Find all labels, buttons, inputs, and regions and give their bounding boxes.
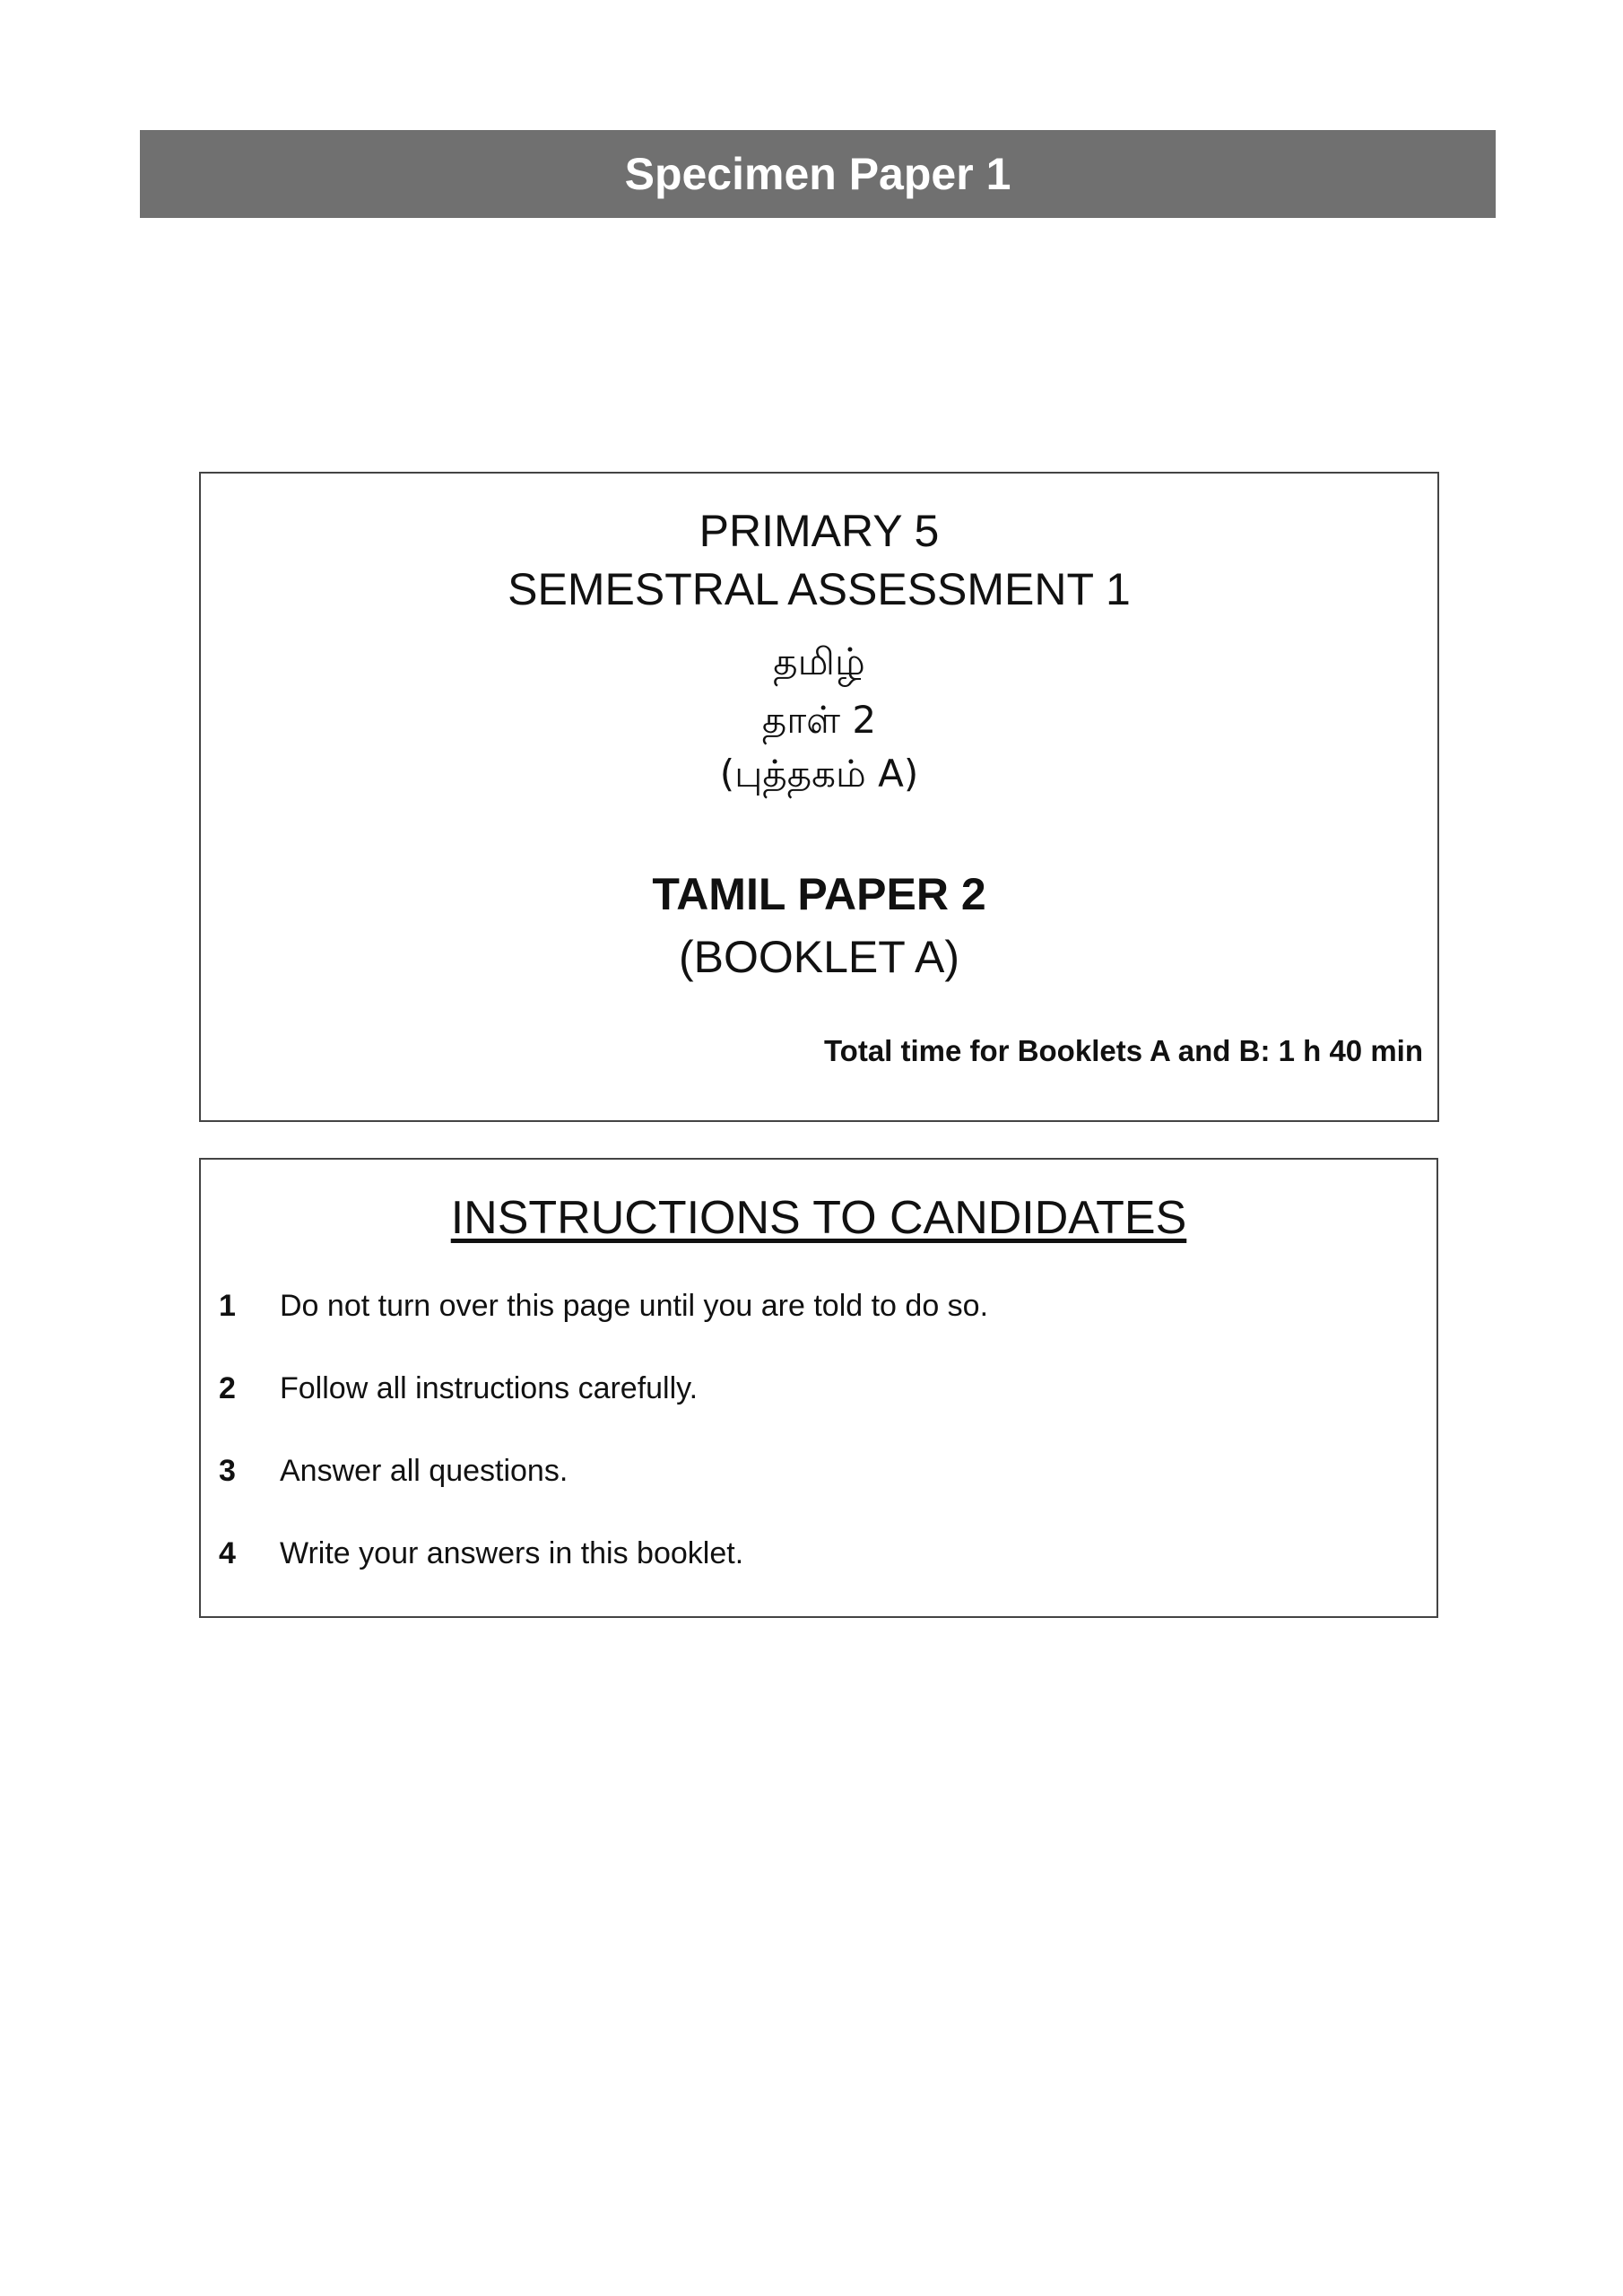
booklet-label: (BOOKLET A) [678,932,960,982]
instructions-box [199,1158,1438,1618]
assessment-title: SEMESTRAL ASSESSMENT 1 [508,564,1131,614]
banner-title: Specimen Paper 1 [624,149,1011,199]
item-text: Answer all questions. [280,1454,568,1488]
tamil-booklet: (புத்தகம் A) [719,752,919,796]
paper-title: TAMIL PAPER 2 [652,869,986,919]
tamil-paper: தாள் 2 [761,698,877,742]
cover-box [199,472,1439,1122]
item-number: 2 [219,1371,236,1405]
item-text: Follow all instructions carefully. [280,1371,699,1405]
instruction-item [219,1289,988,1324]
instruction-item [219,1371,698,1406]
instruction-item [219,1536,743,1571]
instructions-heading: INSTRUCTIONS TO CANDIDATES [450,1192,1187,1244]
item-number: 4 [219,1536,236,1570]
item-text: Write your answers in this booklet. [280,1536,744,1570]
specimen-banner [140,130,1496,218]
item-number: 3 [219,1454,236,1488]
item-text: Do not turn over this page until you are told to do so. [280,1289,989,1323]
item-number: 1 [219,1289,236,1323]
level: PRIMARY 5 [699,506,940,556]
total-time: Total time for Booklets A and B: 1 h 40 min [823,1034,1423,1067]
tamil-subject: தமிழ் [773,639,865,683]
instruction-item [219,1454,568,1489]
